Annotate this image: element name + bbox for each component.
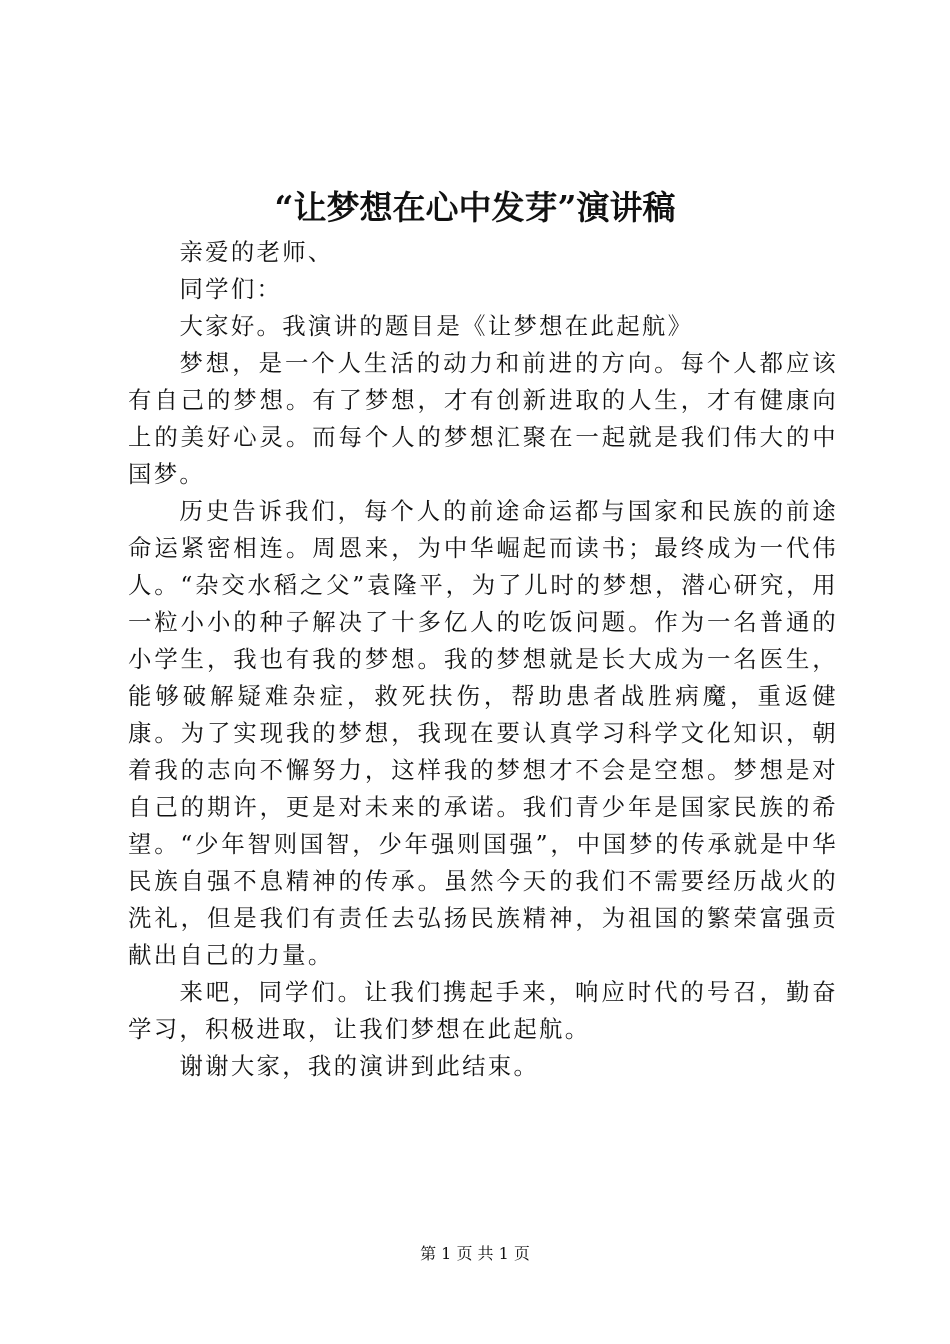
document-title: “让梦想在心中发芽”演讲稿 <box>274 188 676 227</box>
paragraph-closing: 谢谢大家，我的演讲到此结束。 <box>179 1052 540 1080</box>
salutation-line-1: 亲爱的老师、 <box>179 238 334 266</box>
paragraph-dream-intro: 梦想，是一个人生活的动力和前进的方向。每个人都应该有自己的梦想。有了梦想，才有创新进取的人生，才有健康向上的美好心灵。而每个人的梦想汇聚在一起就是我们伟大的中国梦。 <box>128 349 838 488</box>
document-body <box>128 234 838 1085</box>
page-footer: 第 1 页 共 1 页 <box>420 1244 530 1263</box>
paragraph-history: 历史告诉我们，每个人的前途命运都与国家和民族的前途命运紧密相连。周恩来，为中华崛起而读书；最终成为一代伟人。“杂交水稻之父”袁隆平，为了儿时的梦想，潜心研究，用一粒小小的种子解决了十多亿人的吃饭问题。作为一名普通的小学生，我也有我的梦想。我的梦想就是长大成为一名医生，能够破解疑难杂症，救死扶伤，帮助患者战胜病魔，重返健康。为了实现我的梦想，我现在要认真学习科学文化知识，朝着我的志向不懈努力，这样我的梦想才不会是空想。梦想是对自己的期许，更是对未来的承诺。我们青少年是国家民族的希望。“少年智则国智，少年强则国强”，中国梦的传承就是中华民族自强不息精神的传承。虽然今天的我们不需要经历战火的洗礼，但是我们有责任去弘扬民族精神，为祖国的繁荣富强贡献出自己的力量。 <box>128 497 838 969</box>
salutation-line-2: 同学们： <box>179 275 283 303</box>
paragraph-greeting: 大家好。我演讲的题目是《让梦想在此起航》 <box>179 312 694 340</box>
paragraph-call-to-action: 来吧，同学们。让我们携起手来，响应时代的号召，勤奋学习，积极进取，让我们梦想在此起航。 <box>128 978 838 1043</box>
